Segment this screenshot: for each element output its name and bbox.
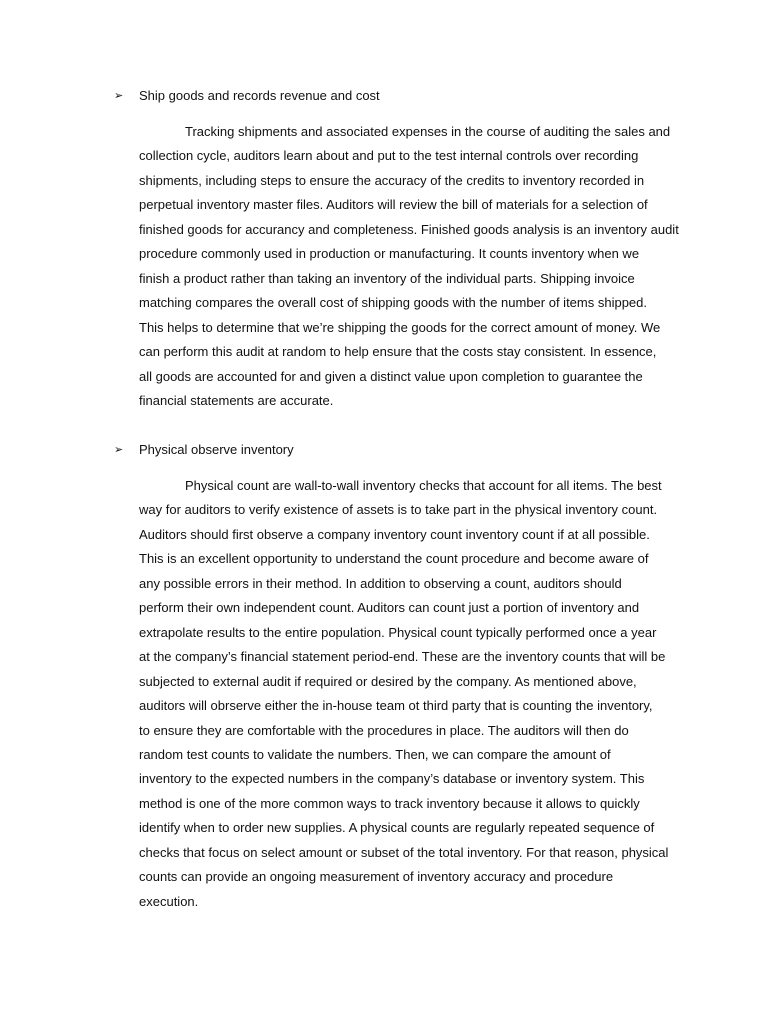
paragraph-line: perpetual inventory master files. Auditors will review the bill of materials for a selection of xyxy=(139,197,648,213)
paragraph-line: method is one of the more common ways to track inventory because it allows to quickly xyxy=(139,795,640,811)
paragraph-line: checks that focus on select amount or subset of the total inventory. For that reason, physical xyxy=(139,844,669,860)
paragraph-line: way for auditors to verify existence of assets is to take part in the physical inventory count. xyxy=(139,502,658,518)
paragraph-line: to ensure they are comfortable with the procedures in place. The auditors will then do xyxy=(139,722,629,738)
section-heading xyxy=(114,439,674,461)
paragraph-line: finished goods for accurancy and completeness. Finished goods analysis is an inventory audit xyxy=(139,221,679,237)
paragraph-line: finish a product rather than taking an inventory of the individual parts. Shipping invoice xyxy=(139,270,635,286)
arrow-bullet-icon: ➢ xyxy=(114,443,124,456)
arrow-bullet-icon: ➢ xyxy=(114,89,124,102)
paragraph-line: perform their own independent count. Auditors can count just a portion of inventory and xyxy=(139,600,640,616)
section-paragraph xyxy=(139,120,679,413)
paragraph-line: identify when to order new supplies. A physical counts are regularly repeated sequence of xyxy=(139,820,655,836)
paragraph-line: extrapolate results to the entire population. Physical count typically performed once a year xyxy=(139,624,657,640)
paragraph-line: any possible errors in their method. In addition to observing a count, auditors should xyxy=(139,575,622,591)
paragraph-line: counts can provide an ongoing measurement of inventory accuracy and procedure xyxy=(139,869,614,885)
paragraph-line: procedure commonly used in production or manufacturing. It counts inventory when we xyxy=(139,246,640,262)
paragraph-line: execution. xyxy=(139,893,199,909)
paragraph-line: can perform this audit at random to help ensure that the costs stay consistent. In essence, xyxy=(139,344,657,360)
paragraph-line: Tracking shipments and associated expenses in the course of auditing the sales and xyxy=(185,124,671,139)
paragraph-line: Physical count are wall-to-wall inventory checks that account for all items. The best xyxy=(185,478,662,493)
section-paragraph xyxy=(139,474,674,914)
paragraph-line: inventory to the expected numbers in the company’s database or inventory system. This xyxy=(139,771,645,787)
section-heading-text: Physical observe inventory xyxy=(139,442,294,457)
paragraph-line: at the company’s financial statement period-end. These are the inventory counts that will be xyxy=(139,649,666,665)
paragraph-line: financial statements are accurate. xyxy=(139,392,334,408)
paragraph-line: matching compares the overall cost of shipping goods with the number of items shipped. xyxy=(139,295,647,311)
section-physical-observe xyxy=(114,439,674,914)
paragraph-line: shipments, including steps to ensure the accuracy of the credits to inventory recorded in xyxy=(139,172,645,188)
paragraph-line: This is an excellent opportunity to understand the count procedure and become aware of xyxy=(139,551,649,567)
paragraph-line: Auditors should first observe a company inventory count inventory count if at all possible. xyxy=(139,526,650,542)
section-heading-text: Ship goods and records revenue and cost xyxy=(139,88,380,103)
paragraph-line: all goods are accounted for and given a distinct value upon completion to guarantee the xyxy=(139,368,643,384)
paragraph-line: collection cycle, auditors learn about and put to the test internal controls over recording xyxy=(139,148,639,164)
section-heading xyxy=(114,85,674,107)
paragraph-line: random test counts to validate the numbers. Then, we can compare the amount of xyxy=(139,746,611,762)
paragraph-line: subjected to external audit if required or desired by the company. As mentioned above, xyxy=(139,673,637,689)
paragraph-line: This helps to determine that we’re shipping the goods for the correct amount of money. We xyxy=(139,319,661,335)
paragraph-line: auditors will obrserve either the in-house team ot third party that is counting the inventory, xyxy=(139,698,653,714)
section-ship-goods xyxy=(114,85,679,413)
